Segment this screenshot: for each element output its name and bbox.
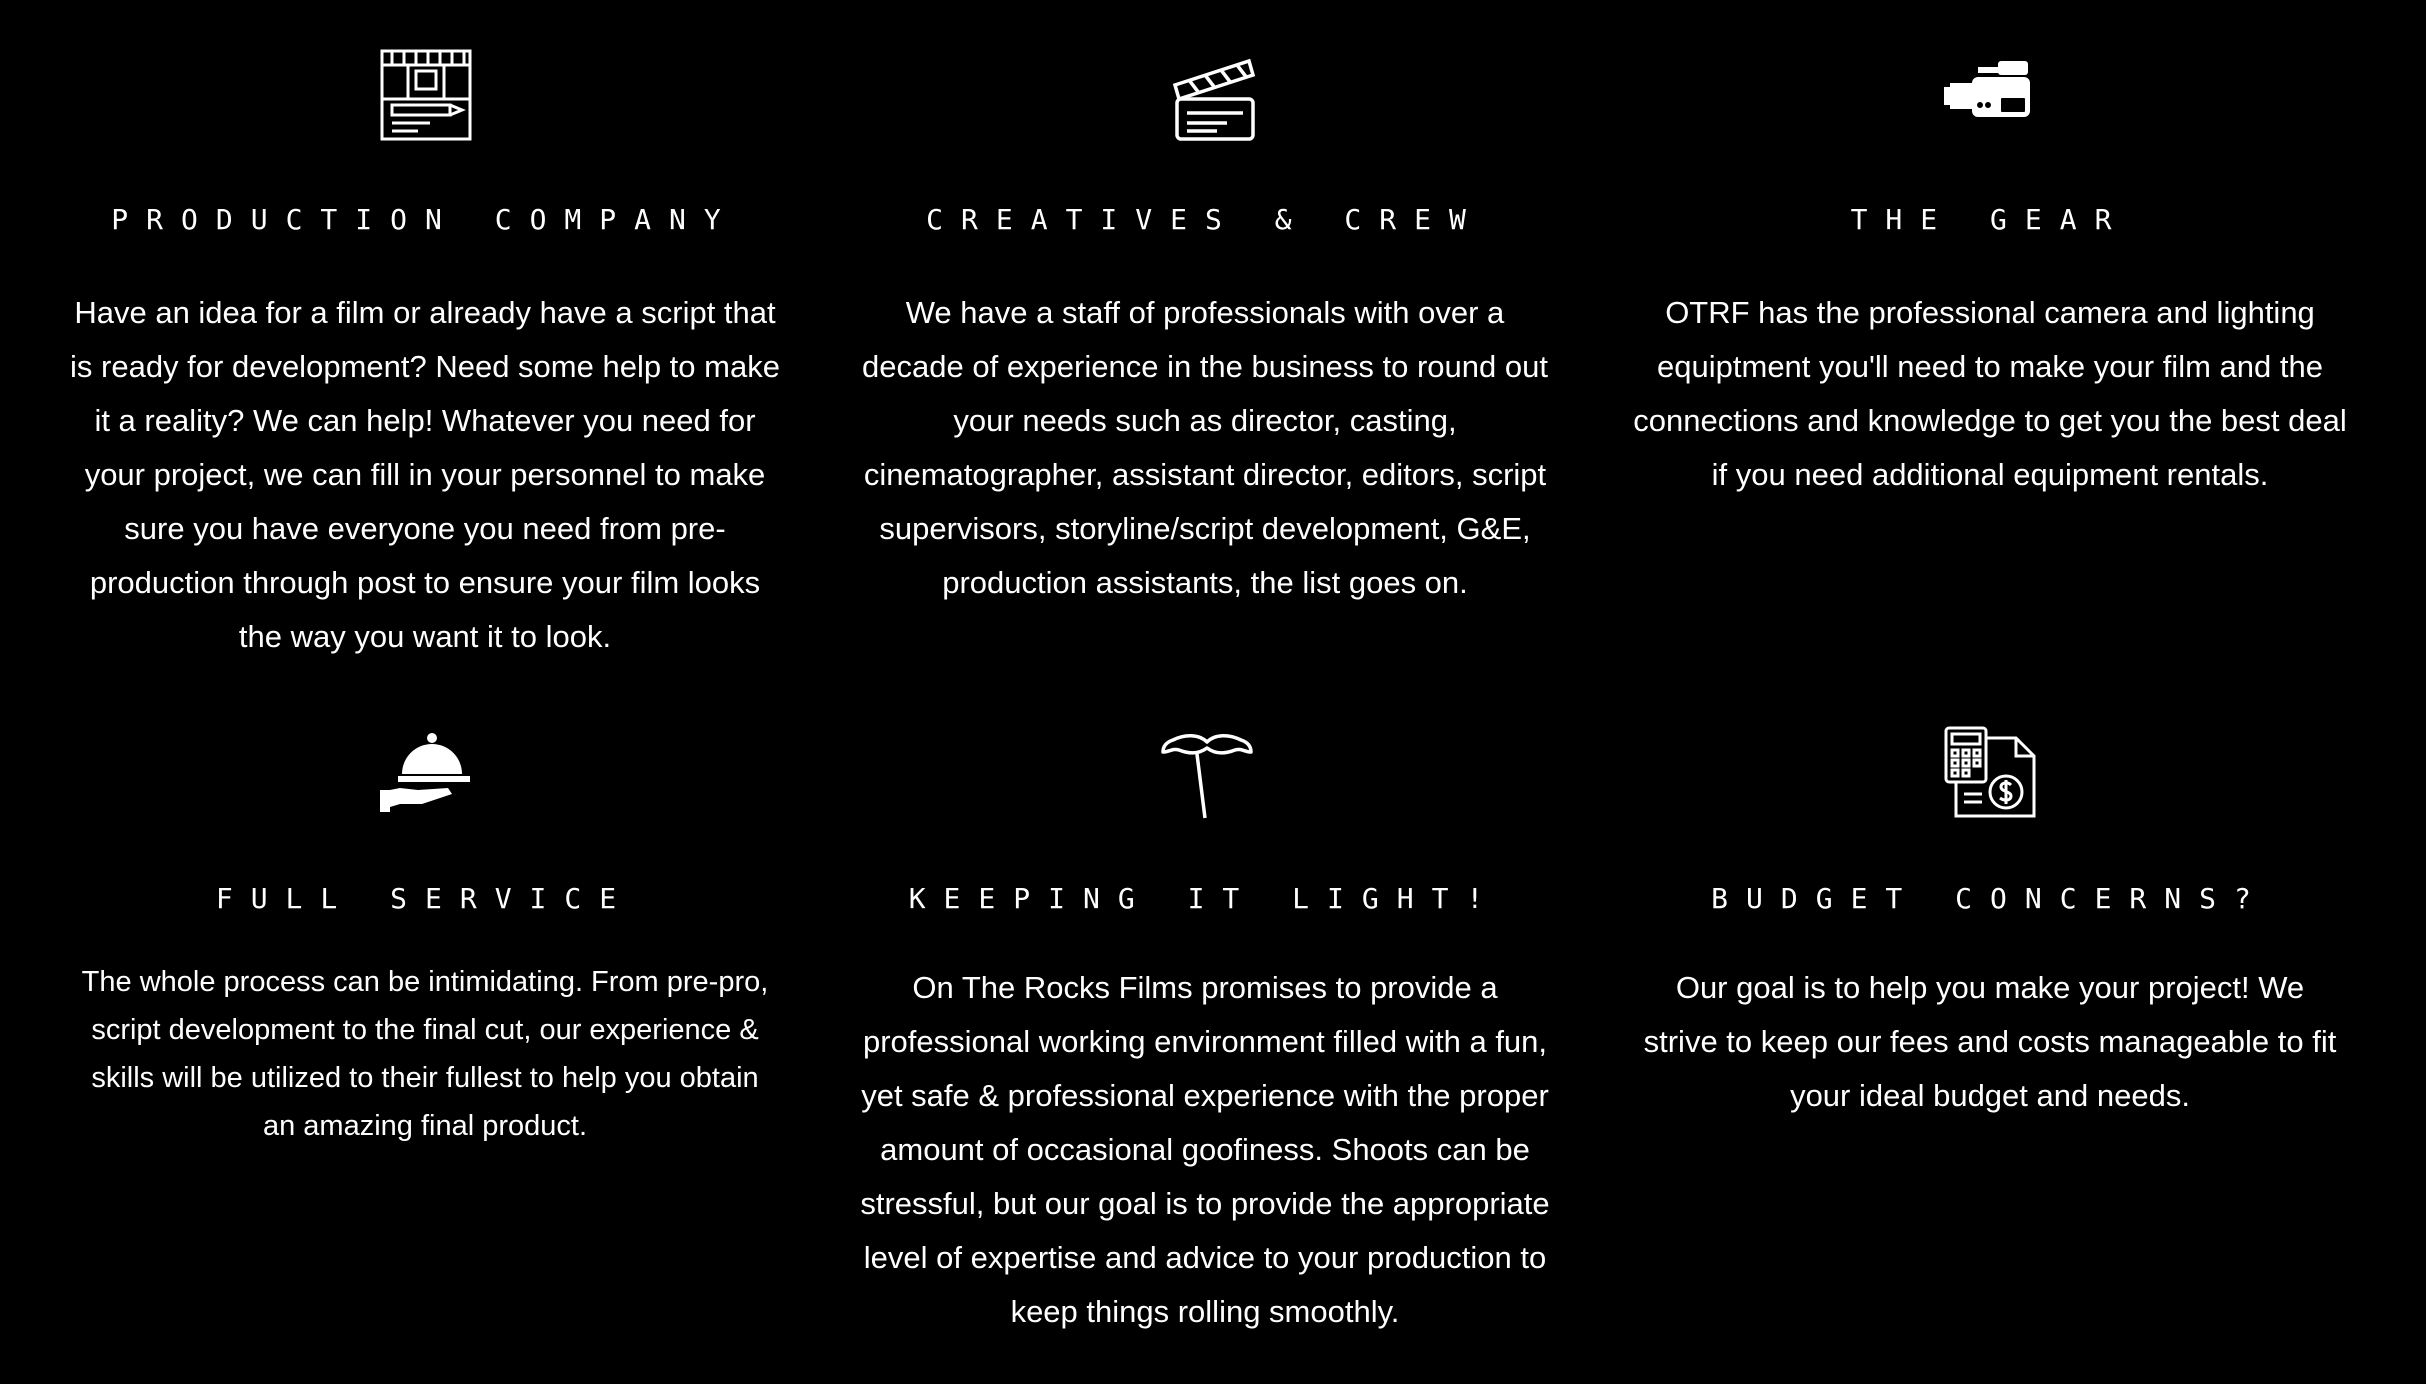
feature-description: Have an idea for a film or already have a script that is ready for development? Need some help to make it a reality? We can help! Whatever you need for your project, we can fill in your personnel to make sure you have everyone you need from pre-production through post to ensure your film looks the way you want it to look.: [70, 295, 780, 654]
feature-description: The whole process can be intimidating. From pre-pro, script development to the final cut, our experience & skills will be utilized to their fullest to help you obtain an amazing final product.: [81, 966, 769, 1142]
feature-title: BUDGET CONCERNS?: [1711, 882, 2269, 915]
feature-creatives-crew: [845, 0, 1565, 680]
clapperboard-icon: [1167, 47, 1263, 143]
feature-description: On The Rocks Films promises to provide a professional working environment filled with a fun, yet safe & professional experience with the proper amount of occasional goofiness. Shoots can be stressful, but our goal is to provide the appropriate level of expertise and advice to your production to keep things rolling smoothly.: [860, 970, 1550, 1329]
feature-budget-concerns: [1620, 680, 2360, 1380]
budget-calculator-icon: [1942, 724, 2038, 820]
feature-description: OTRF has the professional camera and lighting equiptment you'll need to make your film and the connections and knowledge to get you the best deal if you need additional equipment rentals.: [1633, 295, 2347, 492]
serving-cloche-icon: [378, 726, 474, 822]
video-camera-icon: [1942, 47, 2038, 143]
feature-keeping-it-light: [835, 680, 1575, 1380]
feature-title: KEEPING IT LIGHT!: [908, 882, 1502, 915]
feature-title: PRODUCTION COMPANY: [111, 203, 739, 236]
feature-production-company: [60, 0, 790, 680]
feature-title: CREATIVES & CREW: [926, 203, 1484, 236]
feature-description: Our goal is to help you make your project! We strive to keep our fees and costs manageable to fit your ideal budget and needs.: [1643, 970, 2337, 1113]
feature-full-service: [60, 680, 790, 1380]
feature-title: FULL SERVICE: [215, 882, 635, 915]
feature-description: We have a staff of professionals with over a decade of experience in the business to round out your needs such as director, casting, cinematographer, assistant director, editors, script supervisors, storyline/script development, G&E, production assistants, the list goes on.: [862, 295, 1548, 600]
mustache-prop-icon: [1159, 726, 1255, 822]
storyboard-icon: [378, 47, 474, 143]
feature-the-gear: [1620, 0, 2360, 680]
feature-title: THE GEAR: [1850, 203, 2130, 236]
